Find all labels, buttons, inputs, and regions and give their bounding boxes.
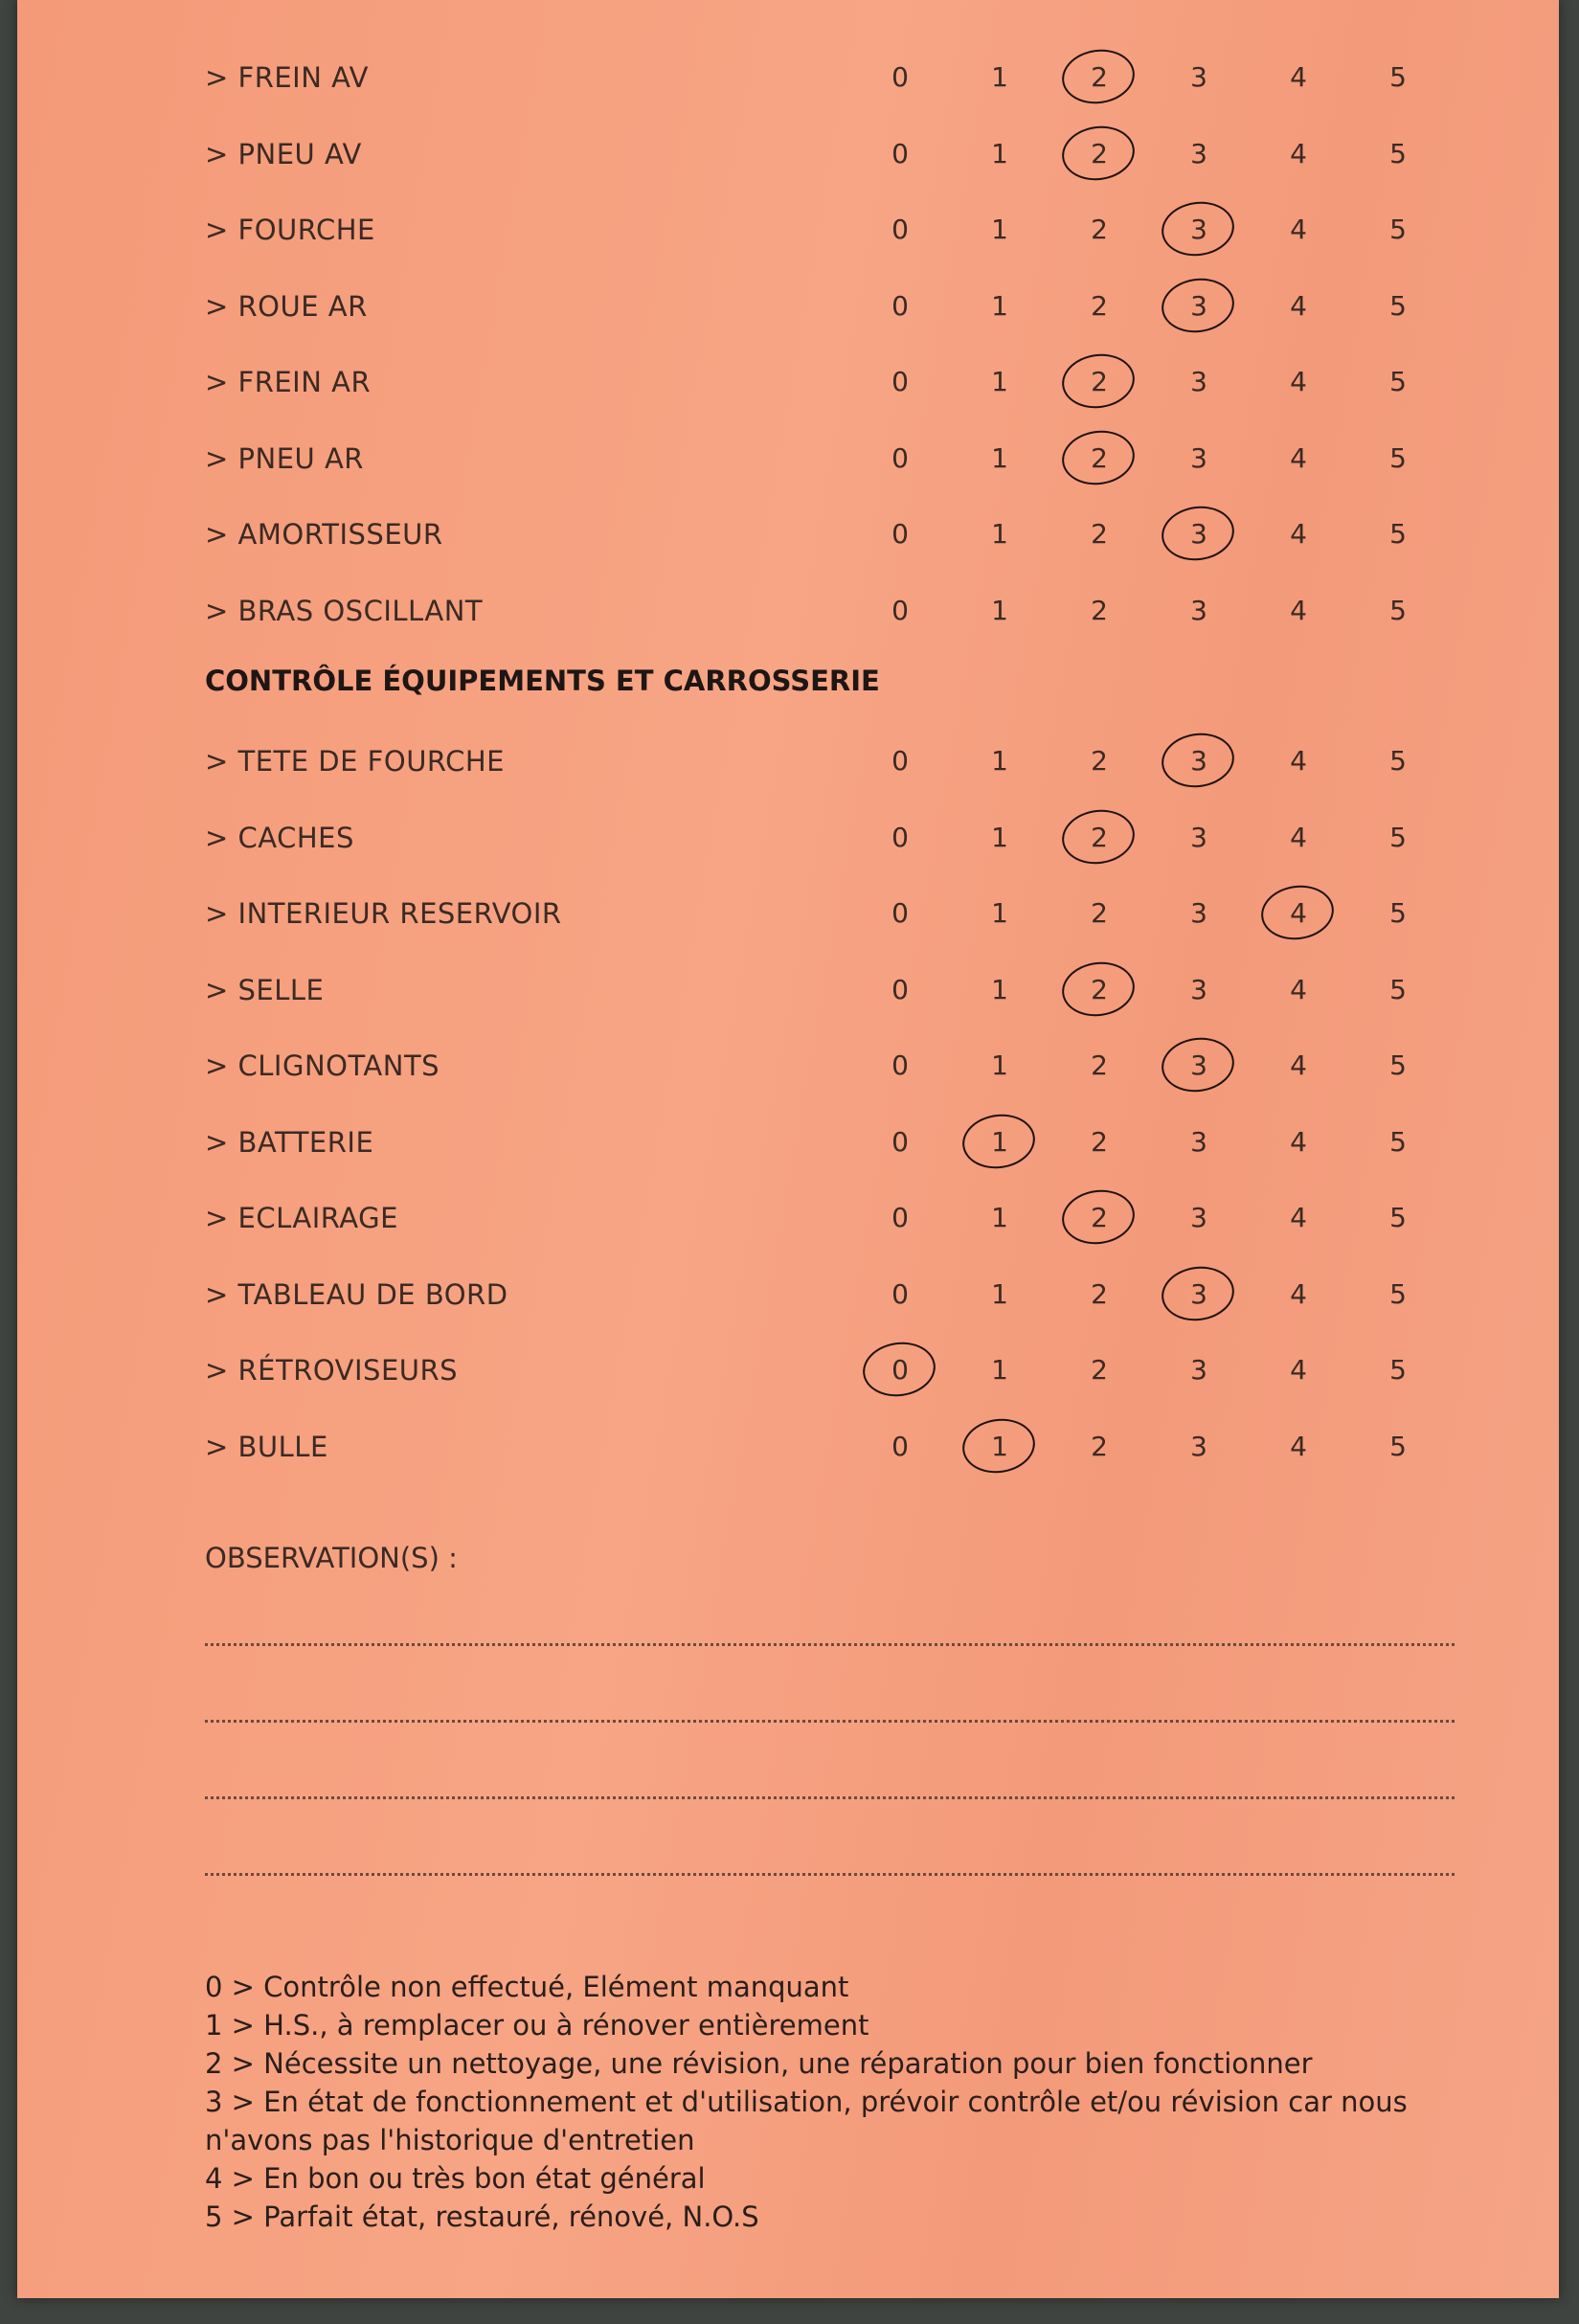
item-label: > ROUE AR: [205, 289, 368, 323]
score-option[interactable]: 0: [891, 973, 909, 1005]
score-option[interactable]: 5: [1389, 1277, 1407, 1310]
checklist-row: [17, 1042, 1559, 1090]
inspection-sheet: [17, 0, 1559, 2298]
checklist-row: [17, 206, 1559, 254]
checklist-row: [17, 814, 1559, 862]
item-label: > SELLE: [205, 973, 325, 1006]
score-option[interactable]: 0: [891, 1125, 909, 1158]
score-option[interactable]: 5: [1389, 61, 1407, 93]
score-option[interactable]: 1: [991, 137, 1008, 169]
score-option-selected[interactable]: 3: [1175, 510, 1223, 558]
score-option[interactable]: 1: [991, 594, 1008, 626]
score-option[interactable]: 3: [1190, 61, 1207, 93]
score-option[interactable]: 0: [891, 594, 909, 626]
item-label: > AMORTISSEUR: [205, 518, 443, 551]
score-option[interactable]: 3: [1190, 366, 1207, 397]
legend-item: 3 > En état de fonctionnement et d'utilisation, prévoir contrôle et/ou révision car nous n'avons pas l'historique d'entretien: [205, 2086, 1408, 2156]
checklist-row: [17, 890, 1559, 937]
score-option[interactable]: 3: [1190, 1202, 1207, 1233]
observation-line[interactable]: [205, 1643, 1455, 1646]
score-option-selected[interactable]: 0: [876, 1346, 924, 1394]
score-option[interactable]: 1: [991, 973, 1008, 1005]
score-option[interactable]: 5: [1389, 594, 1407, 626]
score-option[interactable]: 0: [891, 214, 909, 245]
score-option-selected[interactable]: 4: [1274, 890, 1322, 937]
score-option[interactable]: 5: [1389, 1125, 1407, 1158]
legend-item: 2 > Nécessite un nettoyage, une révision, une réparation pour bien fonctionner: [205, 2047, 1313, 2080]
score-option[interactable]: 4: [1290, 1354, 1307, 1386]
legend-item: 1 > H.S., à remplacer ou à rénover entièrement: [205, 2009, 869, 2042]
score-option[interactable]: 4: [1290, 745, 1307, 777]
item-label: > FOURCHE: [205, 214, 375, 246]
score-option[interactable]: 5: [1389, 214, 1407, 245]
checklist-row: [17, 510, 1559, 558]
score-option[interactable]: 1: [991, 289, 1008, 322]
rating-legend: [205, 1968, 1450, 2236]
score-option[interactable]: 1: [991, 745, 1008, 777]
observations-label: OBSERVATION(S) :: [205, 1542, 458, 1574]
score-option-selected[interactable]: 2: [1075, 814, 1123, 862]
score-option[interactable]: 0: [891, 897, 909, 929]
score-option-selected[interactable]: 3: [1175, 1042, 1223, 1090]
score-option[interactable]: 3: [1190, 821, 1207, 853]
legend-item: 4 > En bon ou très bon état général: [205, 2162, 706, 2195]
checklist-row: [17, 1194, 1559, 1242]
score-option[interactable]: 0: [891, 518, 909, 550]
score-option[interactable]: 2: [1091, 897, 1108, 929]
score-option[interactable]: 2: [1091, 594, 1108, 626]
score-option-selected[interactable]: 3: [1175, 206, 1223, 254]
score-option[interactable]: 4: [1290, 821, 1307, 853]
item-label: > TABLEAU DE BORD: [205, 1277, 508, 1311]
score-option[interactable]: 4: [1290, 1125, 1307, 1158]
legend-item: 5 > Parfait état, restauré, rénové, N.O.S: [205, 2200, 759, 2233]
score-option[interactable]: 5: [1389, 1430, 1407, 1462]
score-option-selected[interactable]: 2: [1075, 54, 1123, 102]
checklist-row: [17, 1118, 1559, 1166]
checklist-row: [17, 1346, 1559, 1394]
score-option[interactable]: 1: [991, 1277, 1008, 1310]
score-option[interactable]: 0: [891, 61, 909, 93]
score-option-selected[interactable]: 1: [976, 1423, 1024, 1471]
score-option[interactable]: 0: [891, 1277, 909, 1310]
checklist-row: [17, 358, 1559, 406]
score-option[interactable]: 0: [891, 1430, 909, 1462]
score-option[interactable]: 4: [1290, 366, 1307, 397]
score-option[interactable]: 2: [1091, 1354, 1108, 1386]
score-option[interactable]: 1: [991, 366, 1008, 397]
score-option[interactable]: 5: [1389, 366, 1407, 397]
checklist-row: [17, 966, 1559, 1014]
score-option-selected[interactable]: 2: [1075, 1194, 1123, 1242]
score-option[interactable]: 4: [1290, 214, 1307, 245]
score-option[interactable]: 5: [1389, 1354, 1407, 1386]
score-option[interactable]: 4: [1290, 1202, 1307, 1233]
score-option[interactable]: 0: [891, 1202, 909, 1233]
observation-line[interactable]: [205, 1796, 1455, 1799]
score-option[interactable]: 0: [891, 821, 909, 853]
score-option[interactable]: 2: [1091, 1430, 1108, 1462]
checklist-row: [17, 1271, 1559, 1319]
score-option-selected[interactable]: 1: [976, 1118, 1024, 1166]
score-option[interactable]: 0: [891, 1049, 909, 1081]
score-option[interactable]: 1: [991, 441, 1008, 474]
checklist-row: [17, 282, 1559, 330]
score-option[interactable]: 1: [991, 214, 1008, 245]
checklist-row: [17, 587, 1559, 635]
score-option[interactable]: 1: [991, 518, 1008, 550]
item-label: > CLIGNOTANTS: [205, 1049, 440, 1082]
item-label: > RÉTROVISEURS: [205, 1354, 459, 1387]
score-option[interactable]: 5: [1389, 289, 1407, 322]
score-option[interactable]: 0: [891, 137, 909, 169]
score-option[interactable]: 4: [1290, 441, 1307, 474]
item-label: > PNEU AR: [205, 441, 364, 475]
score-option[interactable]: 5: [1389, 821, 1407, 853]
score-option[interactable]: 5: [1389, 897, 1407, 929]
score-option[interactable]: 1: [991, 821, 1008, 853]
score-option[interactable]: 3: [1190, 1354, 1207, 1386]
item-label: > INTERIEUR RESERVOIR: [205, 897, 562, 930]
item-label: > PNEU AV: [205, 137, 362, 170]
score-option[interactable]: 0: [891, 289, 909, 322]
legend-item: 0 > Contrôle non effectué, Elément manquant: [205, 1971, 849, 2003]
checklist-row: [17, 737, 1559, 785]
score-option[interactable]: 2: [1091, 289, 1108, 322]
score-option[interactable]: 1: [991, 1202, 1008, 1233]
score-option[interactable]: 4: [1290, 289, 1307, 322]
score-option[interactable]: 2: [1091, 1049, 1108, 1081]
item-label: > FREIN AR: [205, 366, 372, 398]
observation-line[interactable]: [205, 1720, 1455, 1723]
score-option[interactable]: 3: [1190, 973, 1207, 1005]
score-option[interactable]: 2: [1091, 214, 1108, 245]
item-label: > BRAS OSCILLANT: [205, 594, 484, 627]
score-option[interactable]: 0: [891, 441, 909, 474]
score-option-selected[interactable]: 2: [1075, 435, 1123, 483]
score-option[interactable]: 4: [1290, 1277, 1307, 1310]
score-option[interactable]: 2: [1091, 1125, 1108, 1158]
item-label: > CACHES: [205, 821, 354, 854]
checklist-row: [17, 54, 1559, 102]
score-option[interactable]: 0: [891, 366, 909, 397]
score-option[interactable]: 1: [991, 1049, 1008, 1081]
score-option[interactable]: 3: [1190, 1430, 1207, 1462]
item-label: > BULLE: [205, 1430, 328, 1463]
score-option-selected[interactable]: 3: [1175, 1271, 1223, 1319]
score-option[interactable]: 4: [1290, 1049, 1307, 1081]
section-title: CONTRÔLE ÉQUIPEMENTS ET CARROSSERIE: [205, 665, 880, 697]
score-option[interactable]: 5: [1389, 973, 1407, 1005]
score-option[interactable]: 1: [991, 897, 1008, 929]
item-label: > FREIN AV: [205, 61, 369, 94]
score-option-selected[interactable]: 3: [1175, 737, 1223, 785]
score-option[interactable]: 1: [991, 1354, 1008, 1386]
score-option[interactable]: 4: [1290, 137, 1307, 169]
item-label: > ECLAIRAGE: [205, 1202, 398, 1234]
score-option[interactable]: 3: [1190, 897, 1207, 929]
score-option[interactable]: 5: [1389, 1202, 1407, 1233]
score-option[interactable]: 4: [1290, 1430, 1307, 1462]
score-option[interactable]: 4: [1290, 518, 1307, 550]
score-option-selected[interactable]: 2: [1075, 966, 1123, 1014]
score-option[interactable]: 5: [1389, 518, 1407, 550]
score-option[interactable]: 2: [1091, 518, 1108, 550]
score-option[interactable]: 3: [1190, 594, 1207, 626]
item-label: > TETE DE FOURCHE: [205, 745, 505, 778]
observation-line[interactable]: [205, 1873, 1455, 1876]
score-option[interactable]: 2: [1091, 1277, 1108, 1310]
score-option-selected[interactable]: 3: [1175, 282, 1223, 330]
item-label: > BATTERIE: [205, 1125, 374, 1159]
score-option[interactable]: 5: [1389, 137, 1407, 169]
score-option-selected[interactable]: 2: [1075, 130, 1123, 178]
score-option[interactable]: 5: [1389, 745, 1407, 777]
score-option[interactable]: 3: [1190, 441, 1207, 474]
score-option[interactable]: 3: [1190, 137, 1207, 169]
checklist-row: [17, 435, 1559, 483]
score-option[interactable]: 0: [891, 745, 909, 777]
score-option[interactable]: 4: [1290, 61, 1307, 93]
score-option-selected[interactable]: 2: [1075, 358, 1123, 406]
score-option[interactable]: 4: [1290, 973, 1307, 1005]
score-option[interactable]: 1: [991, 61, 1008, 93]
score-option[interactable]: 5: [1389, 441, 1407, 474]
score-option[interactable]: 3: [1190, 1125, 1207, 1158]
score-option[interactable]: 2: [1091, 745, 1108, 777]
score-option[interactable]: 4: [1290, 594, 1307, 626]
checklist-row: [17, 1423, 1559, 1471]
score-option[interactable]: 5: [1389, 1049, 1407, 1081]
checklist-row: [17, 130, 1559, 178]
